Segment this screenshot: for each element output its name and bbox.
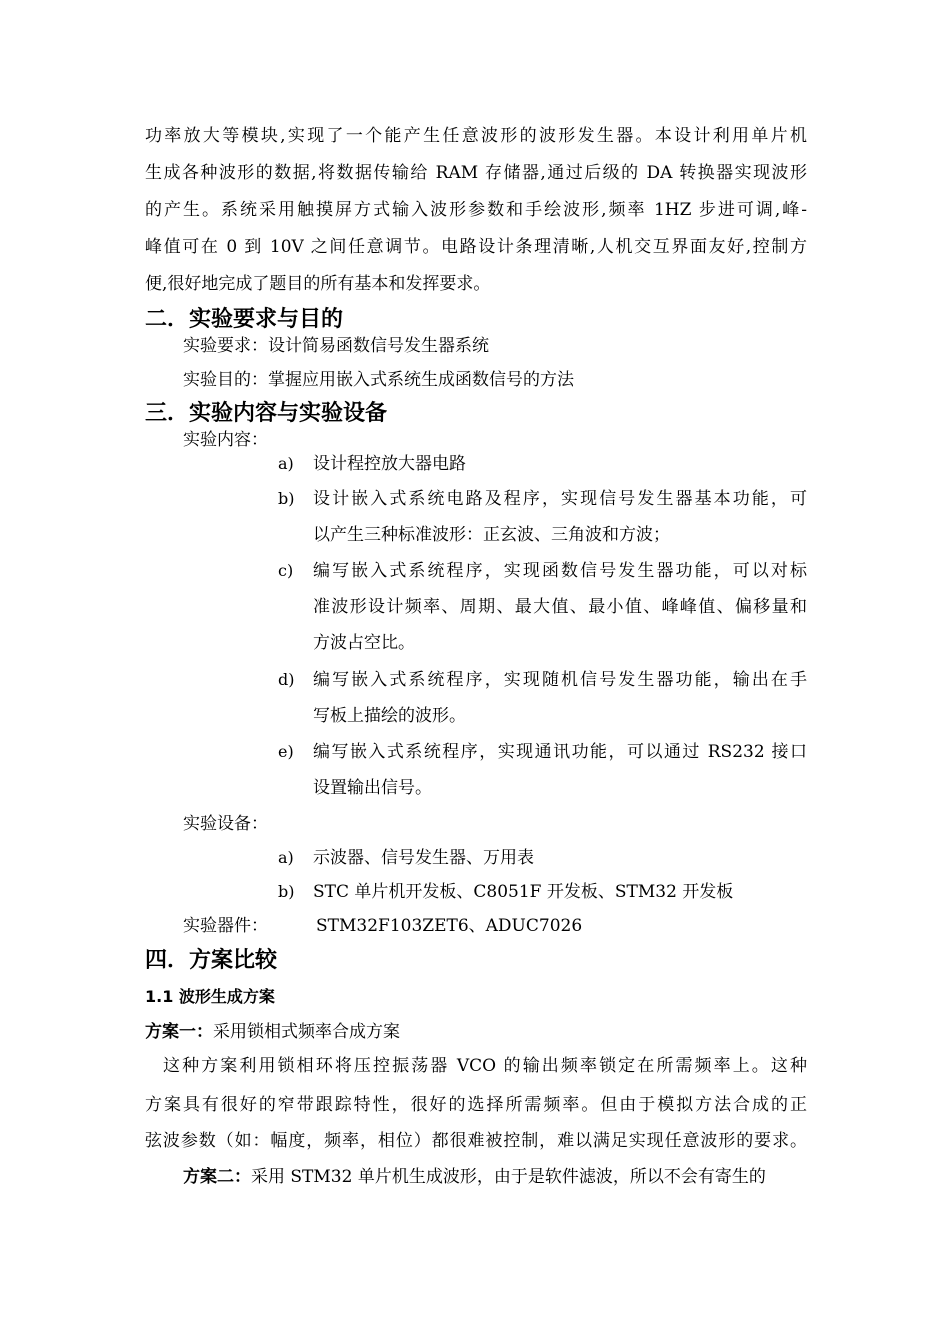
content-item-e-line-2: 设置输出信号。 [313,778,432,798]
content-item-c-line-2: 准波形设计频率、周期、最大值、最小值、峰峰值、偏移量和 [313,597,807,617]
section-2-heading: 二．实验要求与目的 [145,307,344,332]
plan-1-title: 采用锁相式频率合成方案 [213,1022,400,1042]
plan-1-label: 方案一： [145,1022,213,1042]
content-item-e-marker: e) [278,742,294,761]
equipment-a-text: 示波器、信号发生器、万用表 [313,848,534,868]
content-item-d-line-1: 编写嵌入式系统程序，实现随机信号发生器功能，输出在手 [313,670,807,690]
content-item-b-line-1: 设计嵌入式系统电路及程序，实现信号发生器基本功能，可 [313,489,807,509]
plan-1-line-3: 弦波参数（如：幅度，频率，相位）都很难被控制，难以满足实现任意波形的要求。 [145,1131,807,1151]
devices-label: 实验器件： [183,916,268,936]
devices-value: STM32F103ZET6、ADUC7026 [316,916,583,936]
equipment-b-text: STC 单片机开发板、C8051F 开发板、STM32 开发板 [313,882,734,902]
content-item-b-line-2: 以产生三种标准波形：正玄波、三角波和方波； [313,525,670,545]
content-item-d-line-2: 写板上描绘的波形。 [313,706,466,726]
intro-line-4: 峰值可在 0 到 10V 之间任意调节。电路设计条理清晰,人机交互界面友好,控制方 [145,237,807,257]
plan-2-text: 采用 STM32 单片机生成波形，由于是软件滤波，所以不会有寄生的 [251,1167,766,1187]
requirement-text: 实验要求：设计简易函数信号发生器系统 [183,336,489,356]
plan-1-line-2: 方案具有很好的窄带跟踪特性，很好的选择所需频率。但由于模拟方法合成的正 [145,1095,807,1115]
content-item-c-line-1: 编写嵌入式系统程序，实现函数信号发生器功能，可以对标 [313,561,807,581]
section-4-heading: 四．方案比较 [145,948,278,973]
subheading-waveform: 1.1 波形生成方案 [145,987,275,1006]
plan-2-line [183,1165,807,1189]
intro-line-2: 生成各种波形的数据,将数据传输给 RAM 存储器,通过后级的 DA 转换器实现波形 [145,163,807,183]
content-item-b-marker: b) [278,489,295,508]
intro-line-5: 便,很好地完成了题目的所有基本和发挥要求。 [145,274,491,294]
content-item-c-line-3: 方波占空比。 [313,633,415,653]
equipment-label: 实验设备： [183,814,268,834]
plan-1-title-line [145,1020,400,1044]
content-label: 实验内容： [183,430,268,450]
equipment-b-marker: b) [278,882,295,901]
content-item-a-line-1: 设计程控放大器电路 [313,454,466,474]
content-item-a-marker: a) [278,454,294,473]
intro-line-1: 功率放大等模块,实现了一个能产生任意波形的波形发生器。本设计利用单片机 [145,126,807,146]
plan-1-line-1: 这种方案利用锁相环将压控振荡器 VCO 的输出频率锁定在所需频率上。这种 [163,1056,807,1076]
content-item-e-line-1: 编写嵌入式系统程序，实现通讯功能，可以通过 RS232 接口 [313,742,807,762]
purpose-text: 实验目的：掌握应用嵌入式系统生成函数信号的方法 [183,370,574,390]
plan-2-label: 方案二： [183,1167,251,1187]
intro-line-3: 的产生。系统采用触摸屏方式输入波形参数和手绘波形,频率 1HZ 步进可调,峰- [145,200,807,220]
section-3-heading: 三．实验内容与实验设备 [145,401,388,426]
content-item-d-marker: d) [278,670,295,689]
content-item-c-marker: c) [278,561,294,580]
equipment-a-marker: a) [278,848,294,867]
